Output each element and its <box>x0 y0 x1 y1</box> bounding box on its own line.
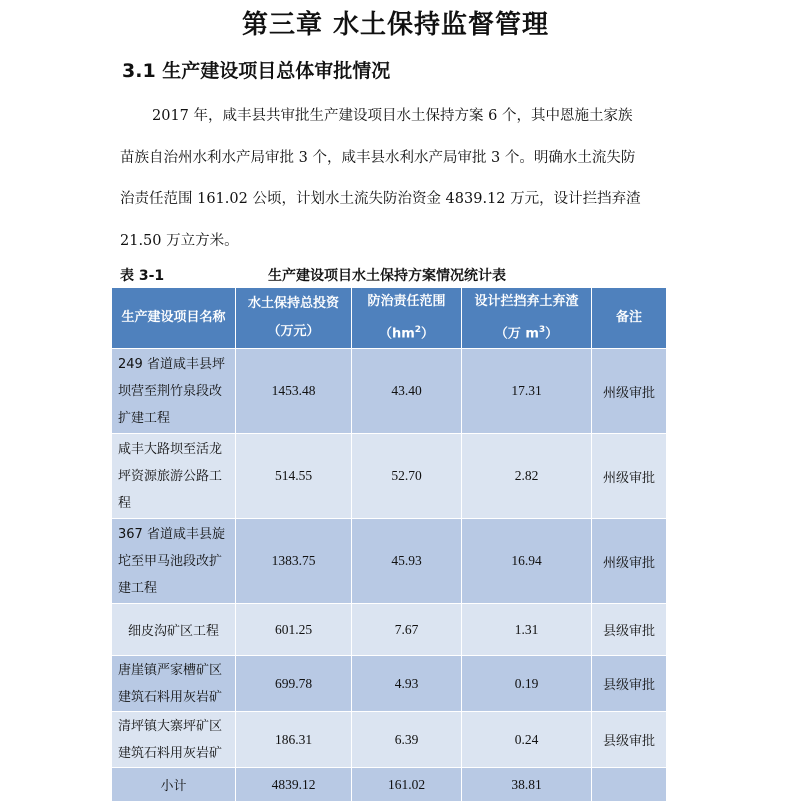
cell-project-name: 249 省道咸丰县坪 坝营至荆竹泉段改 扩建工程 <box>112 349 236 434</box>
cell-area: 43.40 <box>352 349 462 434</box>
cell-spoil: 16.94 <box>462 519 592 604</box>
cell-area: 52.70 <box>352 434 462 519</box>
cell-subtotal-spoil: 38.81 <box>462 768 592 802</box>
header-responsibility-area: 防治责任范围 $(hm^2)$ <box>352 288 462 349</box>
cell-subtotal-investment: 4839.12 <box>236 768 352 802</box>
table-row <box>112 712 667 768</box>
cell-investment: 601.25 <box>236 604 352 656</box>
table-header-row <box>112 288 667 349</box>
chapter-title: 第三章 水土保持监督管理 <box>241 10 550 40</box>
table-row <box>112 349 667 434</box>
table-title: 生产建设项目水土保持方案情况统计表 <box>268 268 506 284</box>
paragraph-line: 治责任范围 161.02 公顷，计划水土流失防治资金 4839.12 万元，设计拦挡弃渣 <box>120 191 641 207</box>
cell-area: 6.39 <box>352 712 462 768</box>
table-row <box>112 656 667 712</box>
summary-paragraph <box>120 96 690 262</box>
cell-subtotal-remark <box>592 768 667 802</box>
table-number: 表 3-1 <box>120 268 165 284</box>
cell-investment: 514.55 <box>236 434 352 519</box>
cell-investment: 1383.75 <box>236 519 352 604</box>
paragraph-line: 2017 年，咸丰县共审批生产建设项目水土保持方案 6 个，其中恩施土家族 <box>152 108 633 124</box>
section-title: 3.1 生产建设项目总体审批情况 <box>122 60 391 82</box>
table-row <box>112 604 667 656</box>
cell-remark: 县级审批 <box>592 604 667 656</box>
header-remark: 备注 <box>592 288 667 349</box>
cell-remark: 县级审批 <box>592 712 667 768</box>
paragraph-line: 苗族自治州水利水产局审批 3 个，咸丰县水利水产局审批 3 个。明确水土流失防 <box>120 149 636 166</box>
cell-spoil: 0.19 <box>462 656 592 712</box>
cell-remark: 县级审批 <box>592 656 667 712</box>
cell-area: 45.93 <box>352 519 462 604</box>
cell-spoil: 2.82 <box>462 434 592 519</box>
cell-investment: 186.31 <box>236 712 352 768</box>
cell-remark: 州级审批 <box>592 434 667 519</box>
cell-project-name: 细皮沟矿区工程 <box>112 604 236 656</box>
header-project-name: 生产建设项目名称 <box>112 288 236 349</box>
cell-subtotal-area: 161.02 <box>352 768 462 802</box>
header-spoil-retention: 设计拦挡弃土弃渣 （万 $m^3$） <box>462 288 592 349</box>
cell-spoil: 17.31 <box>462 349 592 434</box>
cell-spoil: 0.24 <box>462 712 592 768</box>
paragraph-line: 21.50 万立方米。 <box>120 232 239 249</box>
cell-spoil: 1.31 <box>462 604 592 656</box>
cell-remark: 州级审批 <box>592 349 667 434</box>
project-stats-table <box>111 287 667 802</box>
cell-project-name: 清坪镇大寨坪矿区 建筑石料用灰岩矿 <box>112 712 236 768</box>
cell-project-name: 唐崖镇严家槽矿区 建筑石料用灰岩矿 <box>112 656 236 712</box>
table-caption <box>120 263 690 285</box>
cell-remark: 州级审批 <box>592 519 667 604</box>
subtotal-row <box>112 768 667 802</box>
cell-project-name: 367 省道咸丰县旋 坨至甲马池段改扩 建工程 <box>112 519 236 604</box>
header-total-investment: 水土保持总投资 （万元） <box>236 288 352 349</box>
cell-area: 7.67 <box>352 604 462 656</box>
cell-investment: 699.78 <box>236 656 352 712</box>
table-row <box>112 434 667 519</box>
cell-project-name: 咸丰大路坝至活龙 坪资源旅游公路工 程 <box>112 434 236 519</box>
cell-investment: 1453.48 <box>236 349 352 434</box>
cell-subtotal-label: 小计 <box>112 768 236 802</box>
table-row <box>112 519 667 604</box>
cell-area: 4.93 <box>352 656 462 712</box>
